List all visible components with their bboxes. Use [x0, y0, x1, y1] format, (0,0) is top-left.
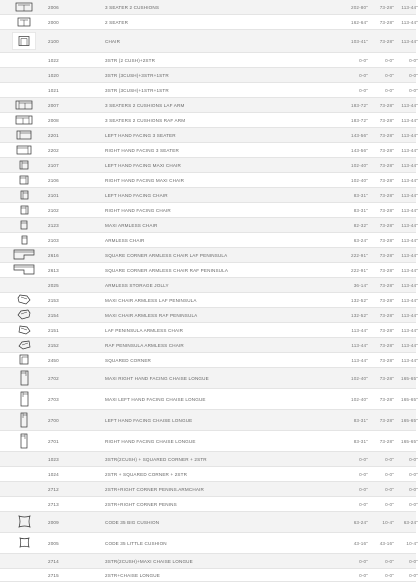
dimension-depth: 73-28" — [379, 207, 394, 213]
table-row — [0, 173, 416, 188]
product-description: CODE 35 LITTLE CUSHION — [105, 540, 167, 546]
dimension-width: 222-91" — [351, 252, 368, 258]
dimension-height: 165-65" — [401, 375, 418, 381]
icon-cell — [0, 391, 48, 408]
dimension-height: 113-44" — [401, 4, 418, 10]
product-code: 2613 — [48, 267, 59, 273]
icon-cell — [0, 514, 48, 530]
product-code: 2152 — [48, 342, 59, 348]
dimension-height: 0-0" — [409, 456, 418, 462]
dimension-depth: 0-0" — [385, 72, 394, 78]
table-row — [0, 203, 416, 218]
corner-raf-peninsula-icon — [13, 264, 35, 276]
table-row — [0, 308, 416, 323]
dimension-height: 0-0" — [409, 471, 418, 477]
dimension-depth: 73-28" — [379, 177, 394, 183]
dimension-depth: 0-0" — [385, 486, 394, 492]
right-facing-3-seater-icon — [16, 145, 32, 156]
dimension-width: 0-0" — [359, 486, 368, 492]
icon-cell — [0, 190, 48, 201]
product-code: 2703 — [48, 396, 59, 402]
maxi-left-chaise-icon — [20, 391, 29, 408]
product-description: 3 SEATERS 2 CUSHIONS LAF ARM — [105, 102, 185, 108]
table-row — [0, 368, 416, 389]
table-row — [0, 233, 416, 248]
table-row — [0, 338, 416, 353]
dimension-height: 0-0" — [409, 57, 418, 63]
table-row — [0, 128, 416, 143]
dimension-height: 63-24" — [403, 519, 418, 525]
dimension-height: 113-44" — [401, 267, 418, 273]
maxi-right-chaise-icon — [20, 370, 29, 387]
dimension-depth: 73-28" — [379, 117, 394, 123]
dimension-width: 83-31" — [353, 192, 368, 198]
product-description: 3STR (3CUSH)+3STR+1STR — [105, 72, 169, 78]
dimension-height: 165-65" — [401, 438, 418, 444]
dimension-depth: 73-28" — [379, 222, 394, 228]
icon-cell — [0, 412, 48, 429]
product-description: 2STR+CHAISE LONGUE — [105, 572, 160, 578]
table-row — [0, 431, 416, 452]
dimension-width: 0-0" — [359, 72, 368, 78]
product-description: MAXI CHAIR ARMLESS RAF PENINSULA — [105, 312, 198, 318]
dimension-height: 113-44" — [401, 132, 418, 138]
dimension-width: 102-40" — [351, 375, 368, 381]
left-chaise-icon — [20, 412, 28, 429]
table-row — [0, 482, 416, 497]
big-cushion-icon — [17, 514, 32, 530]
product-code: 2106 — [48, 177, 59, 183]
dimension-width: 102-40" — [351, 162, 368, 168]
dimension-depth: 0-0" — [385, 87, 394, 93]
dimension-depth: 73-28" — [379, 267, 394, 273]
product-code: 2713 — [48, 501, 59, 507]
dimension-height: 113-44" — [401, 19, 418, 25]
product-code: 2107 — [48, 162, 59, 168]
product-description: 3 SEATERS 2 CUSHIONS RAF ARM — [105, 117, 186, 123]
table-row — [0, 353, 416, 368]
table-row — [0, 293, 416, 308]
dimension-width: 113-44" — [351, 357, 368, 363]
dimension-width: 83-31" — [353, 207, 368, 213]
product-description: LEFT HAND FACING 3 SEATER — [105, 132, 176, 138]
dimension-height: 113-44" — [401, 357, 418, 363]
dimension-depth: 73-28" — [379, 327, 394, 333]
dimension-depth: 73-28" — [379, 375, 394, 381]
product-description: CODE 35 BIG CUSHION — [105, 519, 160, 525]
laf-peninsula-icon — [18, 325, 31, 336]
icon-cell — [0, 264, 48, 276]
dimension-depth: 73-28" — [379, 19, 394, 25]
icon-cell — [0, 130, 48, 141]
dimension-depth: 73-28" — [379, 438, 394, 444]
dimension-width: 0-0" — [359, 558, 368, 564]
product-description: RIGHT HAND FACING MAXI CHAIR — [105, 177, 185, 183]
dimension-depth: 73-28" — [379, 132, 394, 138]
sofa-2-seat-icon — [17, 17, 31, 28]
product-code: 2101 — [48, 192, 59, 198]
product-code: 2712 — [48, 486, 59, 492]
dimension-width: 113-44" — [351, 327, 368, 333]
icon-cell — [0, 249, 48, 261]
product-code: 2008 — [48, 117, 59, 123]
table-row — [0, 533, 416, 554]
dimension-depth: 73-28" — [379, 237, 394, 243]
dimension-width: 102-40" — [351, 396, 368, 402]
dimension-width: 36-14" — [353, 282, 368, 288]
dimension-height: 113-44" — [401, 342, 418, 348]
table-row — [0, 68, 416, 83]
product-code: 2103 — [48, 237, 59, 243]
dimension-depth: 73-28" — [379, 162, 394, 168]
table-row — [0, 15, 416, 30]
dimension-width: 113-44" — [351, 342, 368, 348]
icon-cell — [0, 175, 48, 186]
dimension-width: 82-32" — [353, 222, 368, 228]
product-code: 2151 — [48, 327, 59, 333]
dimension-depth: 73-28" — [379, 357, 394, 363]
product-code: 2700 — [48, 417, 59, 423]
product-description: SQUARE CORNER ARMLESS CHAIR RAF PENINSULA — [105, 267, 229, 273]
corner-laf-peninsula-icon — [13, 249, 35, 261]
table-row — [0, 143, 416, 158]
dimension-width: 0-0" — [359, 57, 368, 63]
product-code: 2201 — [48, 132, 59, 138]
product-code: 1022 — [48, 57, 59, 63]
dimension-width: 63-24" — [353, 519, 368, 525]
dimension-width: 0-0" — [359, 572, 368, 578]
left-facing-3-seater-icon — [16, 130, 32, 141]
product-description: 3STR (3CUSH)+1STR+1STR — [105, 87, 169, 93]
dimension-width: 102-40" — [351, 177, 368, 183]
product-description: LEFT HAND FACING MAXI CHAIR — [105, 162, 181, 168]
dimension-height: 113-44" — [401, 282, 418, 288]
dimension-depth: 0-0" — [385, 456, 394, 462]
dimension-height: 113-44" — [401, 117, 418, 123]
dimension-height: 0-0" — [409, 87, 418, 93]
armless-chair-icon — [21, 235, 28, 246]
product-code: 2005 — [48, 540, 59, 546]
table-row — [0, 248, 416, 263]
dimension-width: 143-56" — [351, 147, 368, 153]
product-description: CHAIR — [105, 38, 121, 44]
dimension-height: 113-44" — [401, 162, 418, 168]
product-description: 3STR(2CUSH) + SQUARED CORNER + 2STR — [105, 456, 207, 462]
icon-cell — [0, 220, 48, 231]
dimension-width: 162-64" — [351, 19, 368, 25]
product-description: LAF PENINSULA ARMLESS CHAIR — [105, 327, 184, 333]
dimension-width: 143-56" — [351, 132, 368, 138]
icon-cell — [0, 340, 48, 351]
dimension-depth: 73-28" — [379, 342, 394, 348]
dimension-width: 0-0" — [359, 471, 368, 477]
table-row — [0, 188, 416, 203]
dimension-width: 103-41" — [351, 38, 368, 44]
sofa-laf-arm-icon — [15, 100, 33, 111]
maxi-armless-chair-icon — [20, 220, 28, 231]
right-facing-chair-icon — [20, 205, 29, 216]
dimension-depth: 73-28" — [379, 252, 394, 258]
product-code: 2154 — [48, 312, 59, 318]
dimension-height: 165-65" — [401, 417, 418, 423]
sofa-raf-arm-icon — [15, 115, 33, 126]
icon-cell — [0, 32, 48, 51]
dimension-width: 0-0" — [359, 456, 368, 462]
dimension-height: 113-44" — [401, 192, 418, 198]
table-row — [0, 452, 416, 467]
dimension-height: 113-44" — [401, 38, 418, 44]
dimension-width: 132-52" — [351, 297, 368, 303]
icon-cell — [0, 115, 48, 126]
product-code: 2007 — [48, 102, 59, 108]
icon-cell — [0, 100, 48, 111]
table-row — [0, 389, 416, 410]
dimension-depth: 73-28" — [379, 417, 394, 423]
table-row — [0, 83, 416, 98]
sofa-3-seat-icon — [15, 2, 33, 13]
product-code: 1024 — [48, 471, 59, 477]
product-code: 2102 — [48, 207, 59, 213]
icon-cell — [0, 325, 48, 336]
left-facing-maxi-chair-icon — [19, 160, 29, 171]
table-row — [0, 218, 416, 233]
table-row — [0, 497, 416, 512]
dimension-height: 113-44" — [401, 252, 418, 258]
product-description: 2 SEATER — [105, 19, 129, 25]
dimension-width: 222-91" — [351, 267, 368, 273]
dimension-width: 183-72" — [351, 102, 368, 108]
dimension-height: 0-0" — [409, 558, 418, 564]
right-chaise-icon — [20, 433, 28, 450]
product-code: 2009 — [48, 519, 59, 525]
icon-cell — [0, 145, 48, 156]
dimension-width: 0-0" — [359, 87, 368, 93]
dimension-depth: 43-16" — [379, 540, 394, 546]
dimension-height: 0-0" — [409, 486, 418, 492]
squared-corner-icon — [19, 354, 29, 366]
icon-cell — [0, 17, 48, 28]
icon-cell — [0, 536, 48, 550]
product-description: 2STR + SQUARED CORNER + 2STR — [105, 471, 188, 477]
product-description: RIGHT HAND FACING CHAIR — [105, 207, 171, 213]
dimension-depth: 73-28" — [379, 297, 394, 303]
product-description: MAXI CHAIR ARMLESS LAF PENINSULA — [105, 297, 197, 303]
dimension-width: 43-16" — [353, 540, 368, 546]
product-code: 2450 — [48, 357, 59, 363]
dimension-depth: 0-0" — [385, 572, 394, 578]
dimension-height: 113-44" — [401, 327, 418, 333]
dimension-height: 113-44" — [401, 147, 418, 153]
dimension-depth: 73-28" — [379, 192, 394, 198]
product-description: MAXI LEFT HAND FACING CHAISE LONGUE — [105, 396, 206, 402]
product-description: ARMLESS STORAGE JOLLY — [105, 282, 169, 288]
little-cushion-icon — [18, 536, 31, 550]
table-row — [0, 278, 416, 293]
dimension-depth: 0-0" — [385, 501, 394, 507]
table-row — [0, 53, 416, 68]
product-code: 1020 — [48, 72, 59, 78]
dimension-width: 202-80" — [351, 4, 368, 10]
product-code: 2153 — [48, 297, 59, 303]
dimension-height: 0-0" — [409, 501, 418, 507]
dimension-depth: 0-0" — [385, 471, 394, 477]
dimension-height: 0-0" — [409, 572, 418, 578]
dimension-height: 113-44" — [401, 222, 418, 228]
dimension-height: 113-44" — [401, 102, 418, 108]
table-row — [0, 113, 416, 128]
maxi-laf-peninsula-icon — [17, 294, 31, 306]
product-description: RAF PENINSULA ARMLESS CHAIR — [105, 342, 184, 348]
product-code: 2123 — [48, 222, 59, 228]
dimension-depth: 73-28" — [379, 312, 394, 318]
table-row — [0, 512, 416, 533]
product-description: SQUARED CORNER — [105, 357, 152, 363]
product-code: 1023 — [48, 456, 59, 462]
dimension-depth: 0-0" — [385, 558, 394, 564]
maxi-raf-peninsula-icon — [17, 309, 31, 321]
table-row — [0, 323, 416, 338]
raf-peninsula-icon — [18, 340, 31, 351]
dimension-width: 63-24" — [353, 237, 368, 243]
table-row — [0, 410, 416, 431]
dimension-height: 10-4" — [406, 540, 418, 546]
product-code: 2025 — [48, 282, 59, 288]
product-description: 3STR(2CUSH)+MAXI CHAISE LONGUE — [105, 558, 193, 564]
dimension-width: 83-31" — [353, 438, 368, 444]
dimension-height: 113-44" — [401, 312, 418, 318]
dimension-depth: 73-28" — [379, 282, 394, 288]
product-description: 3STR (2 CUSH)+2STR — [105, 57, 156, 63]
dimension-height: 113-44" — [401, 297, 418, 303]
product-description: SQUARE CORNER ARMLESS CHAIR LAF PENINSULA — [105, 252, 228, 258]
product-code: 2701 — [48, 438, 59, 444]
table-row — [0, 158, 416, 173]
dimension-height: 0-0" — [409, 72, 418, 78]
dimension-width: 132-52" — [351, 312, 368, 318]
product-description: 3 SEATER 2 CUSHIONS — [105, 4, 160, 10]
dimension-depth: 73-28" — [379, 4, 394, 10]
table-row — [0, 467, 416, 482]
dimension-depth: 10-4" — [382, 519, 394, 525]
product-description: RIGHT HAND FACING 3 SEATER — [105, 147, 179, 153]
dimension-depth: 73-28" — [379, 38, 394, 44]
dimension-height: 165-65" — [401, 396, 418, 402]
dimension-depth: 73-28" — [379, 102, 394, 108]
product-description: 2STR+RIGHT CORNER PENINS.ARMCHAIR — [105, 486, 204, 492]
product-code: 2006 — [48, 4, 59, 10]
icon-cell — [0, 433, 48, 450]
product-code: 2616 — [48, 252, 59, 258]
dimension-width: 83-31" — [353, 417, 368, 423]
icon-cell — [0, 235, 48, 246]
product-code: 2714 — [48, 558, 59, 564]
product-code: 1021 — [48, 87, 59, 93]
icon-cell — [0, 160, 48, 171]
left-facing-chair-icon — [20, 190, 29, 201]
product-description: MAXI ARMLESS CHAIR — [105, 222, 158, 228]
product-code: 2100 — [48, 38, 59, 44]
dimension-height: 113-44" — [401, 237, 418, 243]
table-row — [0, 30, 416, 53]
product-code: 2715 — [48, 572, 59, 578]
product-description: LEFT HAND FACING CHAISE LONGUE — [105, 417, 193, 423]
table-row — [0, 554, 416, 569]
dimension-depth: 0-0" — [385, 57, 394, 63]
icon-cell — [0, 370, 48, 387]
dimension-depth: 73-28" — [379, 147, 394, 153]
product-description: MAXI RIGHT HAND FACING CHAISE LONGUE — [105, 375, 209, 381]
icon-cell — [0, 294, 48, 306]
dimension-width: 0-0" — [359, 501, 368, 507]
product-description: RIGHT HAND FACING CHAISE LONGUE — [105, 438, 196, 444]
dimension-height: 113-44" — [401, 207, 418, 213]
table-row — [0, 263, 416, 278]
icon-cell — [0, 309, 48, 321]
table-row — [0, 0, 416, 15]
chair-icon — [12, 32, 36, 51]
product-description: LEFT HAND FACING CHAIR — [105, 192, 168, 198]
dimension-width: 183-72" — [351, 117, 368, 123]
right-facing-maxi-chair-icon — [19, 175, 29, 186]
product-code: 2202 — [48, 147, 59, 153]
dimension-height: 113-44" — [401, 177, 418, 183]
icon-cell — [0, 205, 48, 216]
icon-cell — [0, 354, 48, 366]
product-description: 2STR+RIGHT CORNER PENINS — [105, 501, 177, 507]
product-code: 2702 — [48, 375, 59, 381]
dimension-depth: 73-28" — [379, 396, 394, 402]
icon-cell — [0, 2, 48, 13]
table-row — [0, 569, 416, 582]
product-code: 2000 — [48, 19, 59, 25]
product-description: ARMLESS CHAIR — [105, 237, 145, 243]
table-row — [0, 98, 416, 113]
